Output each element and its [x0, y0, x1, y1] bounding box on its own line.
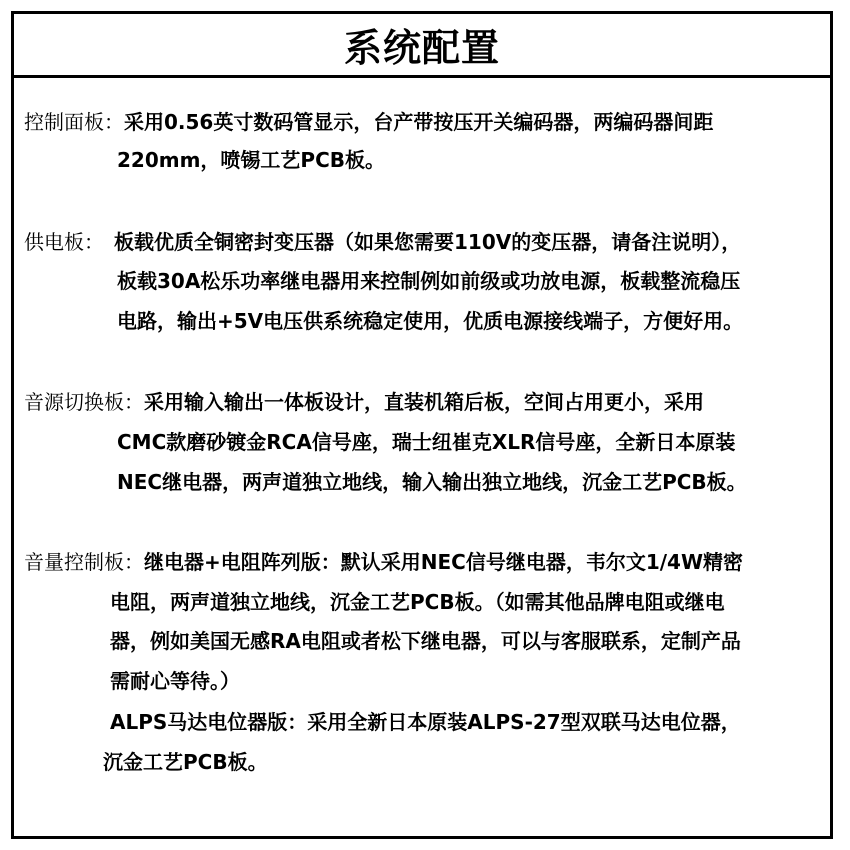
section-power-board-line-3: 电路，输出+5V电压供系统稳定使用，优质电源接线端子，方便好用。 [117, 309, 744, 333]
section-text: 采用0.56英寸数码管显示，台产带按压开关编码器，两编码器间距 [124, 110, 714, 134]
section-text: 继电器+电阻阵列版：默认采用NEC信号继电器，韦尔文1/4W精密 [144, 550, 744, 574]
section-volume-control-line-4: 需耐心等待。） [110, 669, 240, 693]
section-volume-control-line-2: 电阻，两声道独立地线，沉金工艺PCB板。（如需其他品牌电阻或继电 [110, 590, 725, 614]
section-power-board-line-1 [24, 229, 741, 255]
section-label: 供电板： [24, 230, 104, 254]
section-label: 控制面板： [24, 110, 124, 134]
section-text: 采用输入输出一体板设计，直装机箱后板，空间占用更小，采用 [144, 390, 704, 414]
section-text: 板载优质全铜密封变压器（如果您需要110V的变压器，请备注说明）， [114, 230, 742, 254]
page-title: 系统配置 [343, 26, 500, 70]
section-volume-control-line-5: ALPS马达电位器版：采用全新日本原装ALPS-27型双联马达电位器， [110, 710, 741, 734]
title-box [11, 11, 833, 78]
section-control-panel-line-2: 220mm，喷锡工艺PCB板。 [117, 148, 386, 172]
section-volume-control-line-3: 器，例如美国无感RA电阻或者松下继电器，可以与客服联系，定制产品 [110, 629, 741, 653]
section-source-switch-line-2: CMC款磨砂镀金RCA信号座，瑞士纽崔克XLR信号座，全新日本原装 [117, 430, 736, 454]
section-label: 音源切换板： [24, 390, 144, 414]
section-volume-control-line-6: 沉金工艺PCB板。 [103, 750, 268, 774]
section-source-switch-line-3: NEC继电器，两声道独立地线，输入输出独立地线，沉金工艺PCB板。 [117, 470, 747, 494]
section-source-switch-line-1 [24, 389, 704, 415]
section-label: 音量控制板： [24, 550, 144, 574]
section-volume-control-line-1 [24, 549, 743, 575]
section-control-panel-line-1 [24, 109, 713, 135]
section-power-board-line-2: 板载30A松乐功率继电器用来控制例如前级或功放电源，板载整流稳压 [117, 269, 741, 293]
